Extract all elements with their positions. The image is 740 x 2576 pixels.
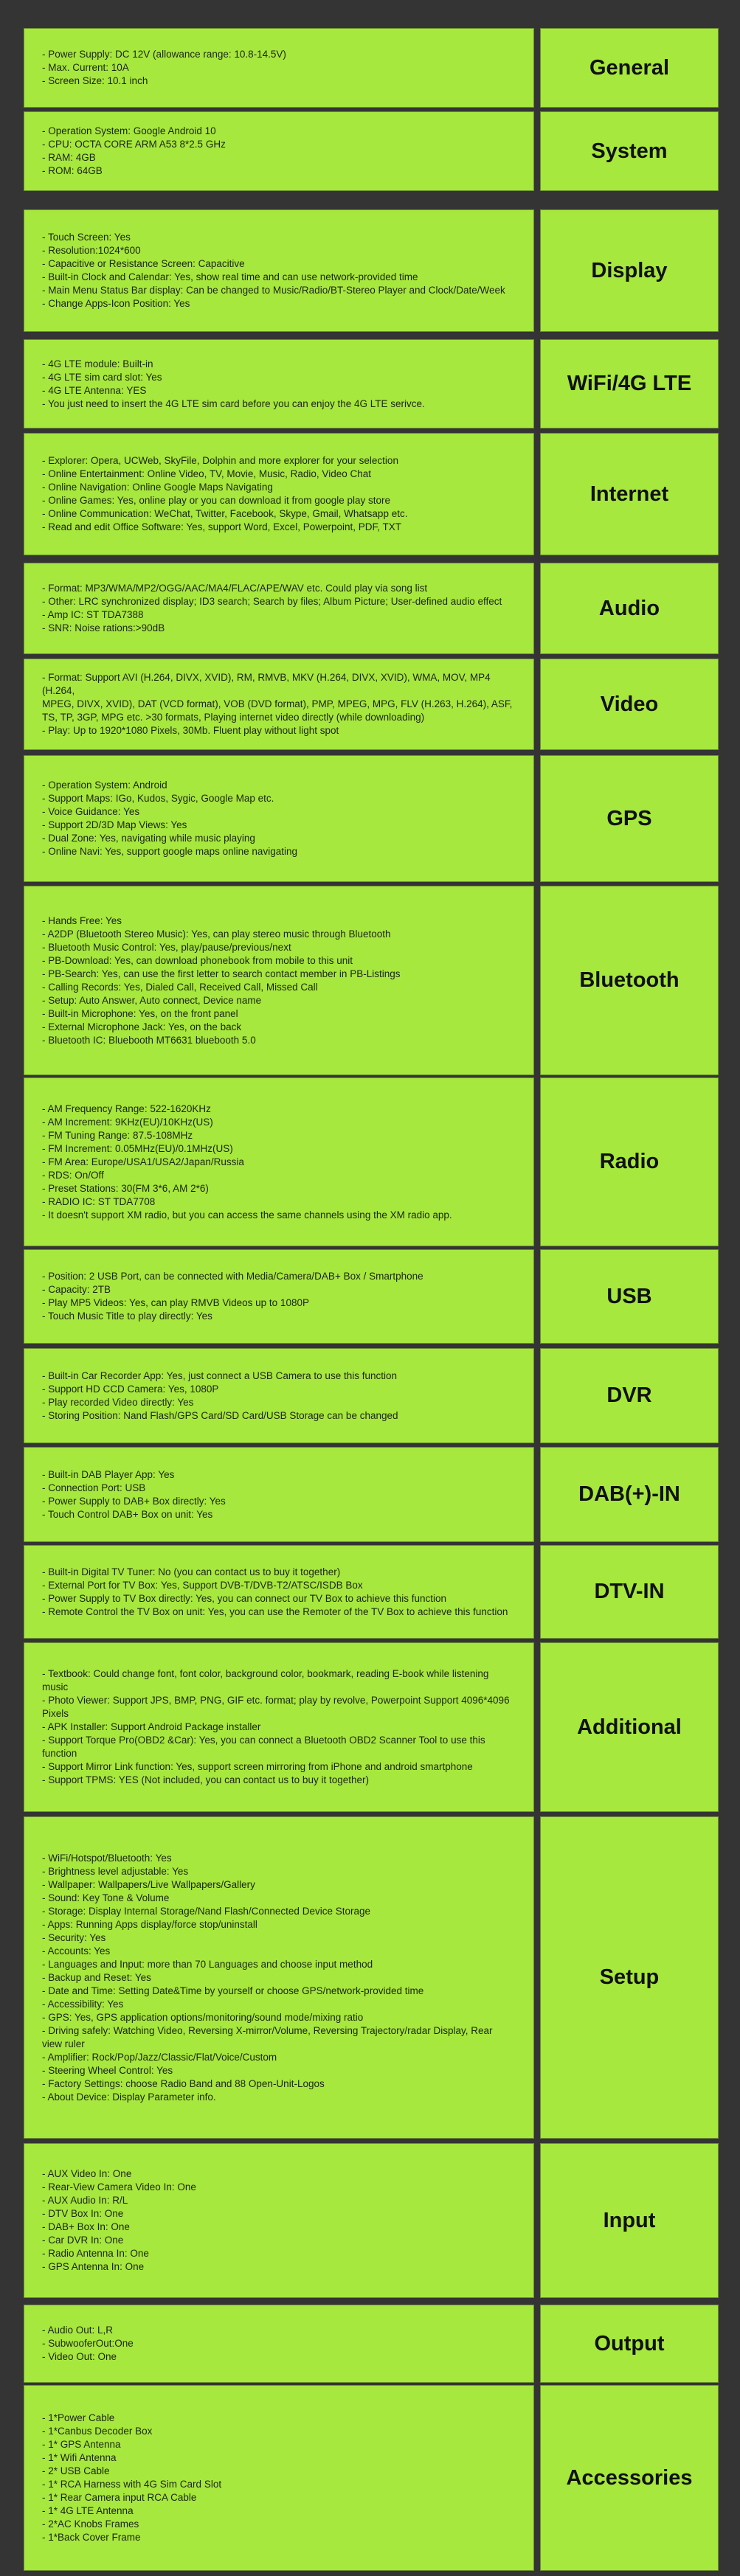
spec-line: - Preset Stations: 30(FM 3*6, AM 2*6) (42, 1182, 209, 1194)
category-label: Audio (540, 563, 719, 654)
spec-row-video (24, 659, 719, 750)
spec-line: - Operation System: Android (42, 780, 167, 791)
spec-details (24, 28, 534, 108)
spec-line: - Textbook: Could change font, font color, background color, bookmark, reading E-book while listening (42, 1668, 489, 1679)
spec-line: - CPU: OCTA CORE ARM A53 8*2.5 GHz (42, 139, 226, 150)
spec-line: - Power Supply to TV Box directly: Yes, you can connect our TV Box to achieve this function (42, 1592, 447, 1604)
spec-line: - Connection Port: USB (42, 1482, 146, 1493)
spec-line: - Support TPMS: YES (Not included, you can contact us to buy it together) (42, 1774, 369, 1785)
spec-row-general (24, 28, 719, 108)
spec-line: - FM Tuning Range: 87.5-108MHz (42, 1129, 193, 1141)
spec-line: - Built-in Car Recorder App: Yes, just connect a USB Camera to use this function (42, 1369, 397, 1381)
spec-details (24, 563, 534, 654)
spec-line: - Brightness level adjustable: Yes (42, 1865, 189, 1877)
spec-row-accessories (24, 2385, 719, 2571)
spec-line: - 1*Power Cable (42, 2412, 115, 2423)
spec-line: - 4G LTE module: Built-in (42, 358, 153, 369)
spec-line: - Accounts: Yes (42, 1945, 111, 1957)
spec-line: - Built-in DAB Player App: Yes (42, 1468, 175, 1480)
spec-line: - RAM: 4GB (42, 152, 96, 163)
spec-line: - Dual Zone: Yes, navigating while music playing (42, 833, 255, 844)
spec-line: - Factory Settings: choose Radio Band and 88 Open-Unit-Logos (42, 2077, 325, 2089)
spec-details (24, 1642, 534, 1812)
spec-line: - Setup: Auto Answer, Auto connect, Device name (42, 994, 262, 1006)
category-label: USB (540, 1249, 719, 1344)
spec-line: - Voice Guidance: Yes (42, 806, 140, 817)
spec-line: - PB-Search: Yes, can use the first letter to search contact member in PB-Listings (42, 968, 401, 979)
spec-details (24, 659, 534, 750)
spec-line: - Power Supply to DAB+ Box directly: Yes (42, 1495, 226, 1507)
category-label: Output (540, 2305, 719, 2383)
spec-row-internet (24, 433, 719, 555)
spec-line: - Amplifier: Rock/Pop/Jazz/Classic/Flat/Voice/Custom (42, 2051, 277, 2063)
spec-line: - 2* USB Cable (42, 2465, 110, 2476)
spec-line: - Play MP5 Videos: Yes, can play RMVB Videos up to 1080P (42, 1297, 309, 1308)
spec-line: view ruler (42, 2038, 85, 2049)
spec-line: - DAB+ Box In: One (42, 2221, 130, 2232)
spec-line: function (42, 1748, 77, 1759)
spec-line: - 1* Wifi Antenna (42, 2452, 117, 2463)
spec-details (24, 2385, 534, 2571)
spec-line: - Support 2D/3D Map Views: Yes (42, 819, 187, 830)
category-label: System (540, 111, 719, 191)
spec-row-additional (24, 1642, 719, 1812)
category-label: Radio (540, 1077, 719, 1246)
spec-line: - Play: Up to 1920*1080 Pixels, 30Mb. Fluent play without light spot (42, 725, 339, 736)
category-label: DAB(+)-IN (540, 1447, 719, 1542)
spec-details (24, 755, 534, 882)
spec-line: - Bluetooth IC: Bluebooth MT6631 bluebooth 5.0 (42, 1034, 256, 1046)
spec-line: - Audio Out: L,R (42, 2325, 114, 2336)
spec-line: - External Port for TV Box: Yes, Support DVB-T/DVB-T2/ATSC/ISDB Box (42, 1579, 363, 1591)
spec-line: - Accessibility: Yes (42, 1998, 124, 2010)
spec-line: - Support Mirror Link function: Yes, support screen mirroring from iPhone and android smartphone (42, 1761, 473, 1772)
category-label: General (540, 28, 719, 108)
spec-details (24, 209, 534, 332)
spec-line: - Driving safely: Watching Video, Reversing X-mirror/Volume, Reversing Trajectory/radar Display, Rear (42, 2024, 493, 2036)
spec-line: - PB-Download: Yes, can download phonebook from mobile to this unit (42, 954, 353, 966)
spec-line: - Security: Yes (42, 1931, 106, 1943)
category-label: Input (540, 2143, 719, 2298)
spec-line: - ROM: 64GB (42, 165, 103, 176)
spec-line: - Car DVR In: One (42, 2235, 124, 2246)
spec-line: - Backup and Reset: Yes (42, 1971, 151, 1983)
spec-line: - Rear-View Camera Video In: One (42, 2181, 196, 2193)
spec-line: - A2DP (Bluetooth Stereo Music): Yes, can play stereo music through Bluetooth (42, 928, 391, 940)
spec-line: - Storing Position: Nand Flash/GPS Card/SD Card/USB Storage can be changed (42, 1409, 398, 1421)
spec-line: - Resolution:1024*600 (42, 245, 141, 256)
spec-line: - Built-in Microphone: Yes, on the front panel (42, 1007, 238, 1019)
spec-line: - You just need to insert the 4G LTE sim card before you can enjoy the 4G LTE serivce. (42, 397, 425, 409)
spec-line: - Online Games: Yes, online play or you can download it from google play store (42, 495, 391, 506)
spec-line: - Built-in Digital TV Tuner: No (you can contact us to buy it together) (42, 1566, 341, 1577)
spec-line: - Read and edit Office Software: Yes, support Word, Excel, Powerpoint, PDF, TXT (42, 521, 401, 532)
spec-line: - Screen Size: 10.1 inch (42, 75, 148, 86)
spec-details (24, 111, 534, 191)
spec-line: - Bluetooth Music Control: Yes, play/pause/previous/next (42, 941, 291, 953)
spec-details (24, 1816, 534, 2139)
spec-details (24, 1447, 534, 1542)
spec-line: - WiFi/Hotspot/Bluetooth: Yes (42, 1852, 172, 1864)
spec-details (24, 1077, 534, 1246)
spec-row-usb (24, 1249, 719, 1344)
spec-details (24, 433, 534, 555)
spec-line: - Online Navigation: Online Google Maps Navigating (42, 482, 273, 493)
spec-line: music (42, 1681, 69, 1693)
spec-row-output (24, 2305, 719, 2383)
spec-details (24, 2305, 534, 2383)
spec-details (24, 2143, 534, 2298)
spec-line: - RADIO IC: ST TDA7708 (42, 1195, 156, 1207)
category-label: WiFi/4G LTE (540, 339, 719, 428)
spec-line: - 1* Rear Camera input RCA Cable (42, 2492, 197, 2503)
category-label: Video (540, 659, 719, 750)
spec-line: MPEG, DIVX, XVID), DAT (VCD format), VOB (DVD format), PMP, MPEG, MPG, FLV (H.263, H.264), ASF, (42, 698, 513, 709)
category-label: Internet (540, 433, 719, 555)
spec-line: - DTV Box In: One (42, 2208, 124, 2219)
spec-details (24, 339, 534, 428)
category-label: GPS (540, 755, 719, 882)
spec-line: - Online Entertainment: Online Video, TV, Movie, Music, Radio, Video Chat (42, 468, 371, 479)
spec-line: - Photo Viewer: Support JPS, BMP, PNG, GIF etc. format; play by revolve, Powerpoint Support 4096*4096 (42, 1695, 510, 1706)
spec-line: - Video Out: One (42, 2351, 117, 2362)
spec-line: - Languages and Input: more than 70 Languages and choose input method (42, 1958, 373, 1970)
spec-line: - AM Increment: 9KHz(EU)/10KHz(US) (42, 1116, 213, 1128)
spec-line: - 1* 4G LTE Antenna (42, 2505, 134, 2516)
spec-line: - AUX Audio In: R/L (42, 2195, 128, 2206)
spec-line: Pixels (42, 1708, 69, 1719)
spec-line: - Max. Current: 10A (42, 62, 129, 73)
spec-line: - Sound: Key Tone & Volume (42, 1892, 170, 1903)
category-label: DVR (540, 1348, 719, 1443)
spec-line: - RDS: On/Off (42, 1169, 104, 1181)
spec-line: - Power Supply: DC 12V (allowance range: 10.8-14.5V) (42, 49, 286, 60)
spec-line: - Amp IC: ST TDA7388 (42, 609, 144, 620)
spec-details (24, 886, 534, 1075)
spec-row-dtv-in (24, 1545, 719, 1639)
spec-line: - Capacitive or Resistance Screen: Capacitive (42, 258, 245, 269)
spec-line: - Support Torque Pro(OBD2 &Car): Yes, you can connect a Bluetooth OBD2 Scanner Tool to use this (42, 1735, 485, 1746)
category-label: Accessories (540, 2385, 719, 2571)
spec-line: - FM Area: Europe/USA1/USA2/Japan/Russia (42, 1156, 244, 1167)
spec-line: - Touch Control DAB+ Box on unit: Yes (42, 1508, 213, 1520)
spec-line: TS, TP, 3GP, MPG etc. >30 formats, Playing internet video directly (while downloading) (42, 712, 425, 723)
spec-line: - Date and Time: Setting Date&Time by yourself or choose GPS/network-provided time (42, 1985, 424, 1996)
spec-line: - Remote Control the TV Box on unit: Yes, you can use the Remoter of the TV Box to achieve this function (42, 1605, 508, 1617)
spec-line: - Wallpaper: Wallpapers/Live Wallpapers/Gallery (42, 1878, 255, 1890)
spec-line: - AM Frequency Range: 522-1620KHz (42, 1103, 211, 1114)
spec-row-setup (24, 1816, 719, 2139)
spec-line: - SubwooferOut:One (42, 2338, 134, 2349)
spec-line: - Online Communication: WeChat, Twitter, Facebook, Skype, Gmail, Whatsapp etc. (42, 508, 408, 519)
spec-line: - Support Maps: IGo, Kudos, Sygic, Google Map etc. (42, 793, 274, 804)
spec-line: - Hands Free: Yes (42, 914, 122, 926)
spec-line: - Steering Wheel Control: Yes (42, 2064, 173, 2076)
spec-details (24, 1348, 534, 1443)
spec-line: - It doesn't support XM radio, but you can access the same channels using the XM radio app. (42, 1209, 452, 1221)
spec-line: - Other: LRC synchronized display; ID3 search; Search by files; Album Picture; User-defined audio effect (42, 596, 502, 607)
spec-line: - Operation System: Google Android 10 (42, 125, 216, 136)
spec-line: - 4G LTE Antenna: YES (42, 384, 147, 396)
spec-details (24, 1545, 534, 1639)
spec-line: - Storage: Display Internal Storage/Nand Flash/Connected Device Storage (42, 1905, 370, 1917)
spec-line: - Calling Records: Yes, Dialed Call, Received Call, Missed Call (42, 981, 318, 993)
spec-line: - Main Menu Status Bar display: Can be changed to Music/Radio/BT-Stereo Player and Clock/Date/Week (42, 285, 505, 296)
spec-details (24, 1249, 534, 1344)
spec-line: - APK Installer: Support Android Package installer (42, 1721, 261, 1732)
spec-line: - Apps: Running Apps display/force stop/uninstall (42, 1918, 257, 1930)
spec-row-display (24, 209, 719, 332)
category-label: Setup (540, 1816, 719, 2139)
spec-row-dab-in (24, 1447, 719, 1542)
spec-line: - SNR: Noise rations:>90dB (42, 622, 165, 633)
spec-line: - 1* RCA Harness with 4G Sim Card Slot (42, 2479, 222, 2490)
spec-row-bluetooth (24, 886, 719, 1075)
category-label: Display (540, 209, 719, 332)
category-label: Additional (540, 1642, 719, 1812)
spec-line: - Capacity: 2TB (42, 1284, 111, 1295)
spec-line: - GPS: Yes, GPS application options/monitoring/sound mode/mixing ratio (42, 2011, 364, 2023)
spec-row-dvr (24, 1348, 719, 1443)
spec-line: - Radio Antenna In: One (42, 2248, 149, 2259)
spec-line: - Touch Music Title to play directly: Yes (42, 1310, 212, 1322)
spec-line: - 4G LTE sim card slot: Yes (42, 371, 162, 383)
spec-line: - FM Increment: 0.05MHz(EU)/0.1MHz(US) (42, 1142, 233, 1154)
spec-line: - External Microphone Jack: Yes, on the back (42, 1021, 242, 1032)
spec-line: - 1*Canbus Decoder Box (42, 2426, 153, 2437)
spec-line: - 1*Back Cover Frame (42, 2532, 141, 2543)
spec-row-input (24, 2143, 719, 2298)
spec-line: - Explorer: Opera, UCWeb, SkyFile, Dolphin and more explorer for your selection (42, 455, 398, 466)
spec-row-gps (24, 755, 719, 882)
spec-line: - Format: MP3/WMA/MP2/OGG/AAC/MA4/FLAC/APE/WAV etc. Could play via song list (42, 583, 428, 594)
spec-line: - Format: Support AVI (H.264, DIVX, XVID), RM, RMVB, MKV (H.264, DIVX, XVID), WMA, MOV, MP4 (H.264, (42, 672, 491, 696)
spec-line: - 1* GPS Antenna (42, 2439, 121, 2450)
spec-line: - Online Navi: Yes, support google maps online navigating (42, 846, 297, 857)
spec-row-system (24, 111, 719, 191)
spec-row-radio (24, 1077, 719, 1246)
spec-line: - Support HD CCD Camera: Yes, 1080P (42, 1383, 219, 1395)
spec-row-wifi-4g-lte (24, 339, 719, 428)
spec-line: - Built-in Clock and Calendar: Yes, show real time and can use network-provided time (42, 271, 418, 282)
spec-line: - AUX Video In: One (42, 2168, 132, 2179)
spec-line: - Position: 2 USB Port, can be connected with Media/Camera/DAB+ Box / Smartphone (42, 1271, 423, 1282)
spec-line: - About Device: Display Parameter info. (42, 2091, 216, 2103)
spec-line: - Touch Screen: Yes (42, 232, 131, 243)
category-label: DTV-IN (540, 1545, 719, 1639)
spec-line: - Play recorded Video directly: Yes (42, 1396, 194, 1408)
spec-line: - Change Apps-Icon Position: Yes (42, 298, 190, 309)
spec-row-audio (24, 563, 719, 654)
category-label: Bluetooth (540, 886, 719, 1075)
spec-line: - 2*AC Knobs Frames (42, 2518, 139, 2530)
spec-line: - GPS Antenna In: One (42, 2261, 145, 2272)
